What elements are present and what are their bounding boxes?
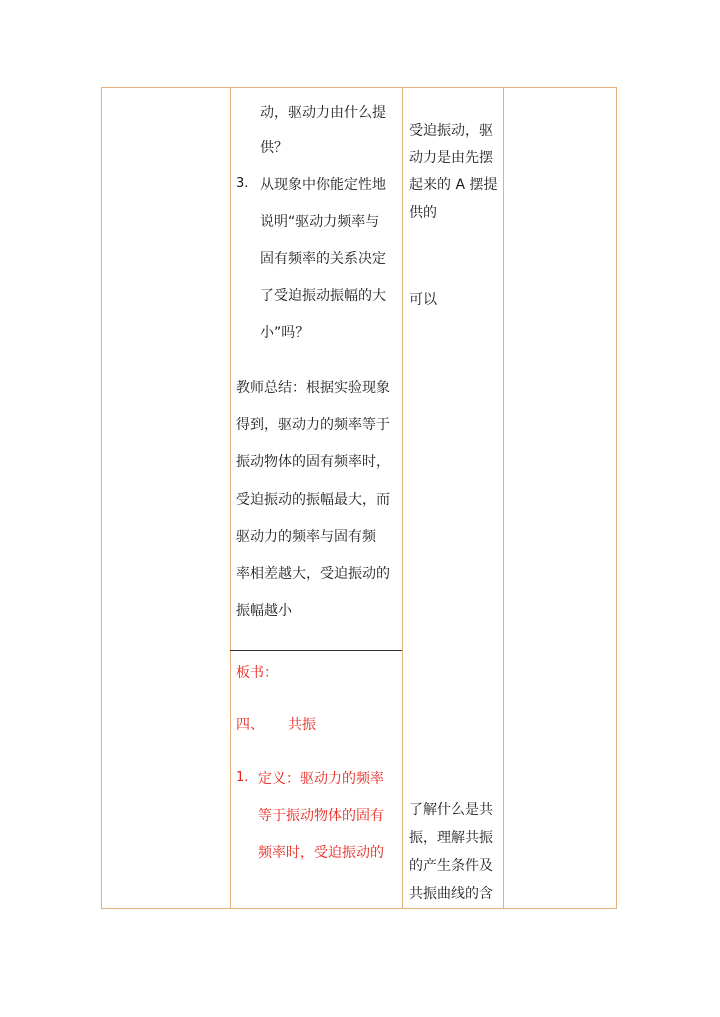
answer-line: 供的 <box>409 205 437 221</box>
intent-line: 了解什么是共 <box>409 802 493 818</box>
answer-line: 动力是由先摆 <box>409 150 493 166</box>
text-line: 了受迫振动振幅的大 <box>260 288 386 304</box>
text-line: 固有频率的关系决定 <box>260 251 386 267</box>
column-divider <box>230 88 231 908</box>
definition-line: 频率时，受迫振动的 <box>258 845 384 861</box>
row-divider <box>230 650 402 651</box>
summary-line: 率相差越大，受迫振动的 <box>236 566 390 582</box>
board-label: 板书： <box>236 665 278 681</box>
summary-line: 驱动力的频率与固有频 <box>236 529 376 545</box>
text-line: 动，驱动力由什么提 <box>260 105 386 121</box>
summary-line: 振幅越小 <box>236 603 292 619</box>
summary-line: 得到，驱动力的频率等于 <box>236 417 390 433</box>
definition-line: 定义：驱动力的频率 <box>258 771 384 787</box>
text-line: 说明“驱动力频率与 <box>260 214 380 230</box>
answer-line: 起来的 A 摆提 <box>409 177 498 193</box>
definition-line: 等于振动物体的固有 <box>258 808 384 824</box>
text-line: 供？ <box>260 140 288 156</box>
answer-line: 受迫振动，驱 <box>409 123 493 139</box>
intent-line: 的产生条件及 <box>409 858 493 874</box>
answer-line: 可以 <box>409 292 437 308</box>
intent-line: 共振曲线的含 <box>409 886 493 902</box>
column-divider <box>402 88 403 908</box>
section-number: 四、 <box>236 717 264 733</box>
text-line: 小”吗？ <box>260 325 310 341</box>
intent-line: 振，理解共振 <box>409 830 493 846</box>
item-number: 1. <box>236 770 249 785</box>
section-title: 共振 <box>288 717 316 733</box>
lesson-table <box>101 87 617 909</box>
summary-line: 教师总结：根据实验现象 <box>236 380 390 396</box>
item-number: 3. <box>236 176 249 191</box>
text-line: 从现象中你能定性地 <box>260 177 386 193</box>
summary-line: 受迫振动的振幅最大，而 <box>236 492 390 508</box>
column-divider <box>503 88 504 908</box>
summary-line: 振动物体的固有频率时， <box>236 454 390 470</box>
